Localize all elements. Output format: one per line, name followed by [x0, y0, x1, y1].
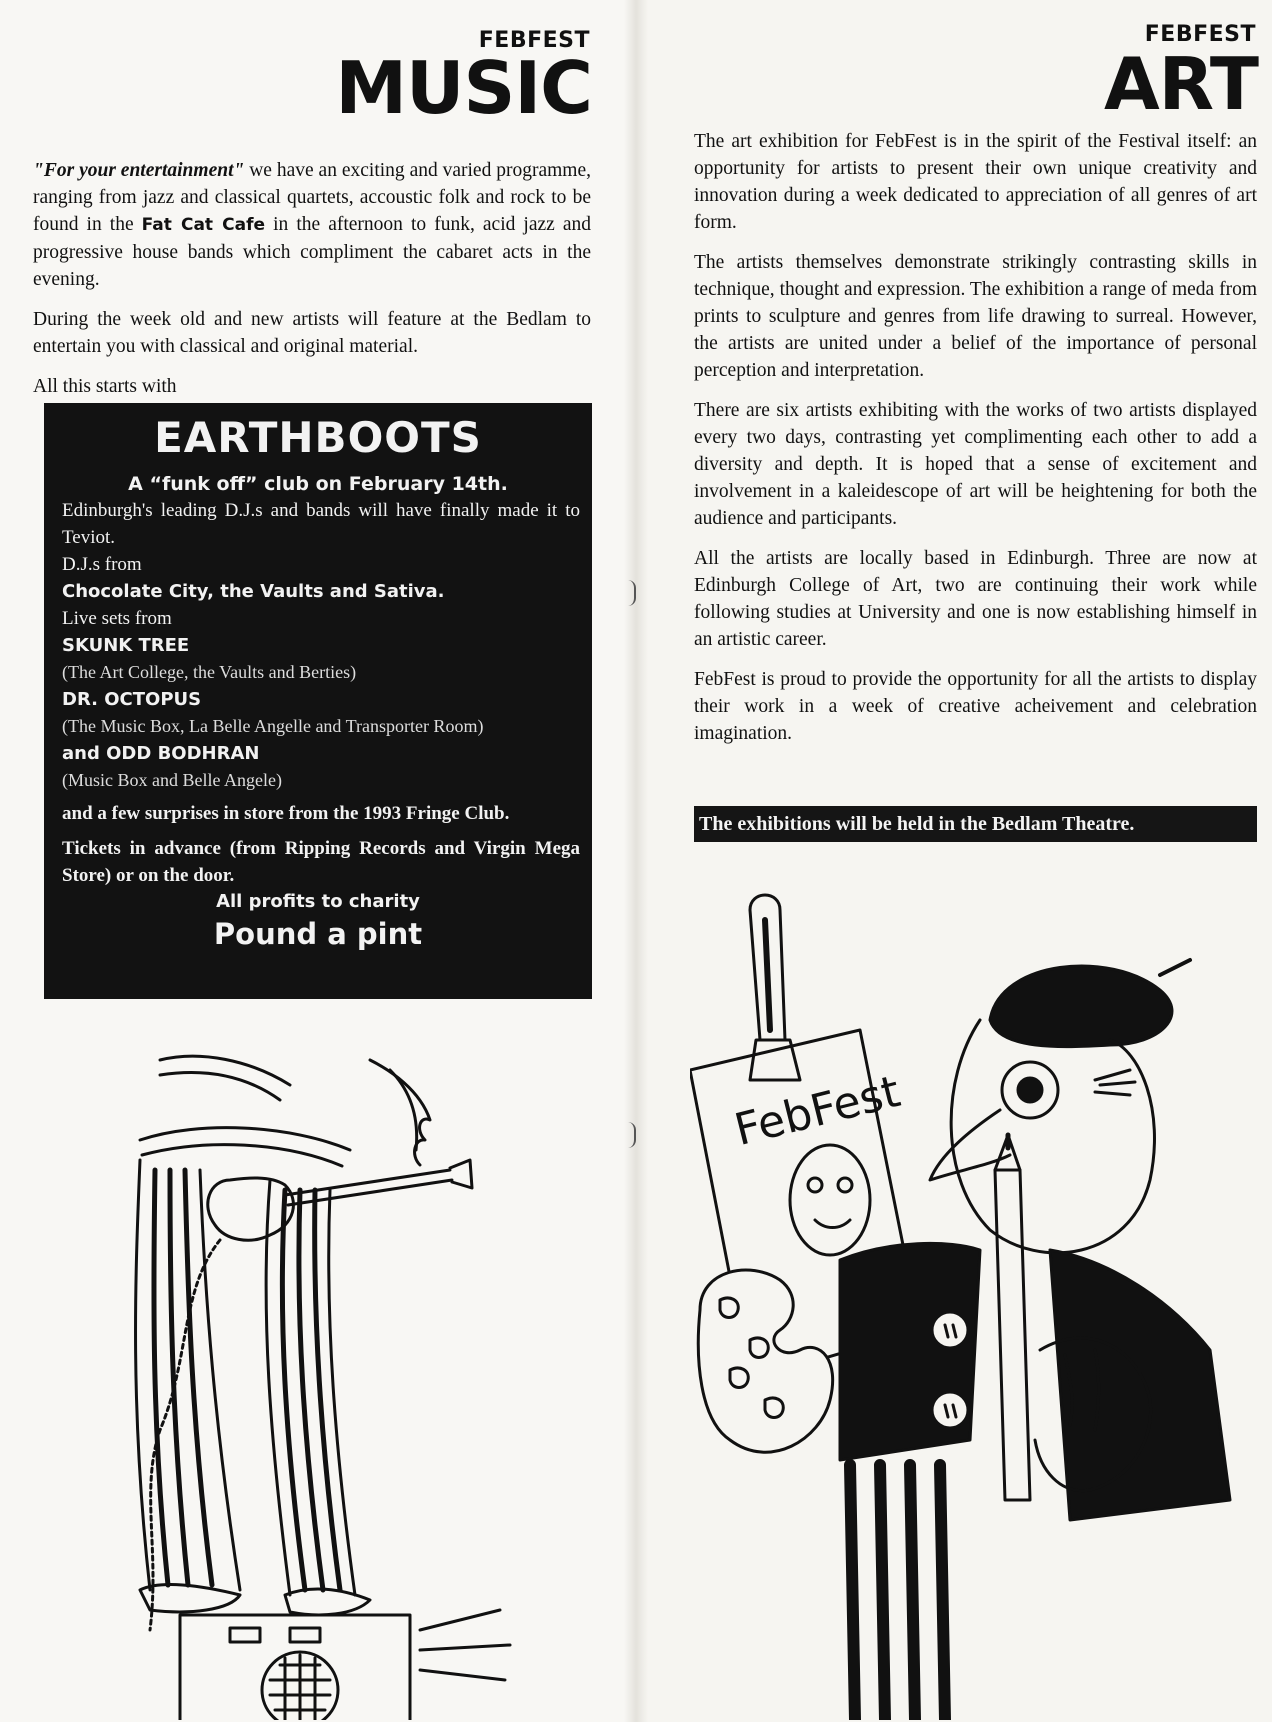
- music-intro-text-end: in the afternoon to funk, acid jazz and progressive house bands which compliment the cabaret acts in the evening.: [33, 214, 592, 290]
- art-para-4: All the artists are locally based in Edinburgh. Three are now at Edinburgh College of Art, two are continuing their work while following studies at University and one is now establishing himself in an artistic career.: [694, 548, 1257, 650]
- staple-mark: [628, 1122, 636, 1148]
- art-para-3: There are six artists exhibiting with the works of two artists displayed every two days, contrasting yet complimenting each other to add a diversity and depth. It is hoped that a sense of excitement and involvement in a kaleidescope of art will be heightening for both the audience and participants.: [694, 400, 1257, 529]
- band-odd-bodhran-venues: (Music Box and Belle Angele): [62, 770, 282, 790]
- music-intro: [33, 157, 591, 293]
- band-dr-octopus: DR. OCTOPUS: [62, 689, 202, 710]
- music-intro-lead: "For your entertainment": [33, 160, 245, 181]
- art-para-1: The art exhibition for FebFest is in the spirit of the Festival itself: an opportunity for artists to present their own unique creativity and innovation during a week dedicated to appreciation of all genres of art form.: [694, 131, 1257, 233]
- artist-illustration: [690, 880, 1250, 1720]
- price-line: Pound a pint: [213, 917, 423, 951]
- art-body: [694, 128, 1257, 760]
- earthboots-intro: Edinburgh's leading D.J.s and bands will have finally made it to Teviot.: [62, 500, 580, 548]
- music-body: [33, 157, 591, 400]
- earthboots-box: [44, 403, 592, 999]
- band-skunk-tree-venues: (The Art College, the Vaults and Berties): [62, 662, 357, 682]
- band-odd-bodhran: and ODD BODHRAN: [62, 743, 260, 764]
- art-title: ART: [1103, 42, 1258, 126]
- art-para-5: FebFest is proud to provide the opportunity for all the artists to display their work in a week of creative acheivement and celebration imagination.: [694, 669, 1257, 744]
- canvas-febfest-text: FebFest: [729, 1065, 906, 1157]
- surprises-line: and a few surprises in store from the 1993 Fringe Club.: [62, 803, 510, 824]
- venue-name: Fat Cat Cafe: [141, 215, 266, 235]
- earthboots-title: EARTHBOOTS: [154, 413, 482, 462]
- tickets-line: Tickets in advance (from Ripping Records and Virgin Mega Store) or on the door.: [62, 838, 580, 886]
- guitarist-illustration: [120, 1030, 540, 1720]
- staple-mark: [628, 580, 636, 606]
- page-gutter: [624, 0, 648, 1722]
- music-intro-text: we have an exciting and varied programme, ranging from jazz and classical quartets, accoustic folk and rock to be found in the: [33, 160, 591, 235]
- djs-list: Chocolate City, the Vaults and Sativa.: [62, 581, 445, 602]
- art-para-2: The artists themselves demonstrate strikingly contrasting skills in technique, thought and expression. The exhibition a range of meda from prints to sculpture and genres from life drawing to surreal. However, the artists are united under a belief of the importance of personal perception and interpretation.: [694, 252, 1257, 381]
- music-starts-with: All this starts with: [33, 376, 177, 397]
- music-title: MUSIC: [335, 46, 592, 130]
- band-skunk-tree: SKUNK TREE: [62, 635, 190, 656]
- earthboots-subtitle: A “funk off” club on February 14th.: [128, 473, 508, 495]
- djs-label: D.J.s from: [62, 554, 142, 575]
- live-sets-label: Live sets from: [62, 608, 172, 629]
- profits-line: All profits to charity: [216, 891, 420, 912]
- music-para-2: During the week old and new artists will feature at the Bedlam to entertain you with classical and original material.: [33, 309, 591, 357]
- band-dr-octopus-venues: (The Music Box, La Belle Angelle and Transporter Room): [62, 716, 484, 736]
- art-kicker: FEBFEST: [1144, 22, 1256, 47]
- exhibition-banner: The exhibitions will be held in the Bedlam Theatre.: [694, 806, 1257, 842]
- music-kicker: FEBFEST: [478, 28, 590, 53]
